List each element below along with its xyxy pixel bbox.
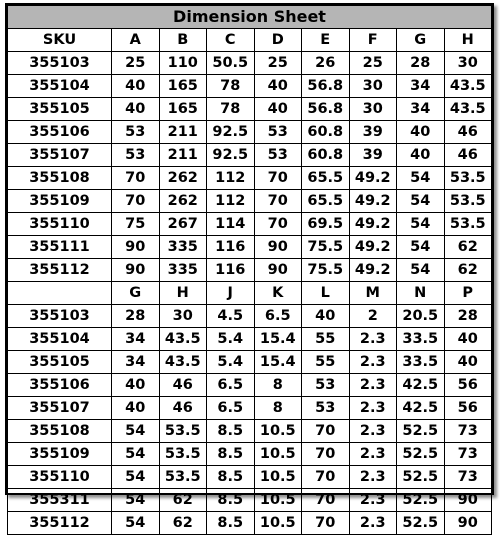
table-row [8, 98, 492, 121]
table-row-cell: 46 [444, 121, 492, 144]
table-row-cell: 90 [254, 236, 302, 259]
table-row-cell: 78 [207, 98, 255, 121]
table-row-cell: 53.5 [444, 167, 492, 190]
table-row-cell: 40 [444, 328, 492, 351]
table-row-sku-cell: 355108 [8, 167, 112, 190]
header-row-1-cell: A [112, 29, 160, 52]
table-row-cell: 10.5 [254, 489, 302, 512]
table-row-cell: 110 [159, 52, 207, 75]
table-row-cell: 49.2 [349, 259, 397, 282]
header-row-1-cell: D [254, 29, 302, 52]
table-row-cell: 2.3 [349, 397, 397, 420]
table-row-cell: 90 [444, 512, 492, 535]
table-row-cell: 116 [207, 236, 255, 259]
table-row-cell: 42.5 [397, 397, 445, 420]
header-row-1-cell: B [159, 29, 207, 52]
table-row-cell: 90 [112, 236, 160, 259]
table-row-cell: 2.3 [349, 466, 397, 489]
table-row-cell: 8 [254, 397, 302, 420]
table-row-cell: 40 [112, 374, 160, 397]
table-row-cell: 5.4 [207, 328, 255, 351]
table-row-cell: 25 [349, 52, 397, 75]
table-row-cell: 34 [112, 351, 160, 374]
table-row-cell: 34 [397, 75, 445, 98]
table-row-sku-cell: 355108 [8, 420, 112, 443]
table-row-cell: 75 [112, 213, 160, 236]
table-row-cell: 53.5 [159, 466, 207, 489]
table-row-cell: 55 [302, 351, 350, 374]
table-row-sku-cell: 355104 [8, 328, 112, 351]
table-row-cell: 54 [112, 443, 160, 466]
table-row-cell: 46 [159, 397, 207, 420]
table-row [8, 351, 492, 374]
table-row-cell: 2.3 [349, 328, 397, 351]
table-row-cell: 56 [444, 397, 492, 420]
table-row-cell: 42.5 [397, 374, 445, 397]
table-row-cell: 56.8 [302, 98, 350, 121]
table-row-cell: 34 [397, 98, 445, 121]
table-row-cell: 10.5 [254, 466, 302, 489]
table-row-cell: 5.4 [207, 351, 255, 374]
table-row-cell: 75.5 [302, 259, 350, 282]
table-row-cell: 40 [112, 397, 160, 420]
table-row-cell: 70 [254, 190, 302, 213]
table-row-cell: 30 [349, 98, 397, 121]
table-row-cell: 70 [254, 213, 302, 236]
table-row-cell: 112 [207, 167, 255, 190]
table-row-sku-cell: 355109 [8, 443, 112, 466]
table-row-cell: 70 [302, 512, 350, 535]
table-row-cell: 54 [397, 190, 445, 213]
table-row-cell: 50.5 [207, 52, 255, 75]
table-row-cell: 2.3 [349, 374, 397, 397]
table-row-cell: 40 [254, 98, 302, 121]
table-row-cell: 26 [302, 52, 350, 75]
header-row-1-cell: C [207, 29, 255, 52]
table-row [8, 121, 492, 144]
table-row-cell: 92.5 [207, 144, 255, 167]
table-row-cell: 90 [112, 259, 160, 282]
table-row-cell: 335 [159, 236, 207, 259]
table-row-cell: 52.5 [397, 466, 445, 489]
header-row-1-cell: F [349, 29, 397, 52]
header-row-2-cell: G [112, 282, 160, 305]
table-row-cell: 15.4 [254, 351, 302, 374]
table-row-cell: 70 [302, 466, 350, 489]
table-row-sku-cell: 355109 [8, 190, 112, 213]
table-row-cell: 70 [254, 167, 302, 190]
table-row-cell: 40 [112, 75, 160, 98]
table-row-cell: 55 [302, 328, 350, 351]
table-row-cell: 56 [444, 374, 492, 397]
header-row-2-cell: M [349, 282, 397, 305]
table-row-cell: 52.5 [397, 420, 445, 443]
table-row-cell: 49.2 [349, 167, 397, 190]
table-row-cell: 10.5 [254, 512, 302, 535]
table-row-cell: 30 [159, 305, 207, 328]
table-row [8, 512, 492, 535]
table-row-cell: 53 [112, 121, 160, 144]
table-row-sku-cell: 355107 [8, 397, 112, 420]
table-row-cell: 49.2 [349, 213, 397, 236]
table-row-cell: 60.8 [302, 144, 350, 167]
table-row-cell: 28 [397, 52, 445, 75]
table-row-cell: 6.5 [254, 305, 302, 328]
table-row-cell: 8 [254, 374, 302, 397]
table-row [8, 305, 492, 328]
table-row-cell: 8.5 [207, 466, 255, 489]
table-row-cell: 6.5 [207, 397, 255, 420]
table-row-cell: 28 [444, 305, 492, 328]
header-row-2-sku-cell [8, 282, 112, 305]
table-row-cell: 39 [349, 144, 397, 167]
table-row [8, 466, 492, 489]
dimension-table [7, 5, 492, 535]
header-row-2-cell: H [159, 282, 207, 305]
table-row-cell: 4.5 [207, 305, 255, 328]
table-row-cell: 43.5 [444, 75, 492, 98]
table-row [8, 259, 492, 282]
table-row-cell: 15.4 [254, 328, 302, 351]
table-row-cell: 10.5 [254, 420, 302, 443]
table-row-cell: 40 [397, 144, 445, 167]
table-row-cell: 54 [112, 420, 160, 443]
table-row-cell: 49.2 [349, 190, 397, 213]
header-row-2-cell: K [254, 282, 302, 305]
table-row [8, 328, 492, 351]
table-row-cell: 43.5 [444, 98, 492, 121]
table-row-cell: 73 [444, 466, 492, 489]
table-row [8, 374, 492, 397]
table-row-cell: 65.5 [302, 167, 350, 190]
table-row-cell: 262 [159, 190, 207, 213]
table-row-cell: 211 [159, 121, 207, 144]
table-row-cell: 62 [159, 512, 207, 535]
header-row-2-cell: P [444, 282, 492, 305]
table-row-cell: 92.5 [207, 121, 255, 144]
table-row-cell: 2.3 [349, 489, 397, 512]
table-row [8, 420, 492, 443]
table-row-sku-cell: 355110 [8, 466, 112, 489]
table-row-sku-cell: 355103 [8, 305, 112, 328]
table-row-cell: 52.5 [397, 489, 445, 512]
table-row-cell: 49.2 [349, 236, 397, 259]
table-row-sku-cell: 355105 [8, 351, 112, 374]
table-row-cell: 90 [444, 489, 492, 512]
table-row-sku-cell: 355104 [8, 75, 112, 98]
table-row [8, 167, 492, 190]
header-row-2-cell: L [302, 282, 350, 305]
table-row-cell: 40 [302, 305, 350, 328]
table-row-cell: 54 [397, 236, 445, 259]
table-row-cell: 70 [112, 167, 160, 190]
table-row-cell: 53.5 [444, 190, 492, 213]
table-row-cell: 267 [159, 213, 207, 236]
table-row-sku-cell: 355110 [8, 213, 112, 236]
table-row-cell: 53 [302, 397, 350, 420]
table-row-sku-cell: 355106 [8, 374, 112, 397]
table-row-cell: 54 [397, 259, 445, 282]
table-row-cell: 2.3 [349, 351, 397, 374]
table-row-cell: 69.5 [302, 213, 350, 236]
table-row-cell: 53 [254, 144, 302, 167]
table-row-cell: 114 [207, 213, 255, 236]
table-row-cell: 46 [159, 374, 207, 397]
table-row-cell: 25 [254, 52, 302, 75]
table-row [8, 75, 492, 98]
table-row-sku-cell: 355311 [8, 489, 112, 512]
table-row-cell: 54 [112, 489, 160, 512]
table-row-cell: 40 [444, 351, 492, 374]
table-row [8, 144, 492, 167]
table-row-cell: 54 [397, 213, 445, 236]
table-row-sku-cell: 355103 [8, 52, 112, 75]
table-row-cell: 53.5 [159, 443, 207, 466]
table-row-cell: 30 [349, 75, 397, 98]
table-row-cell: 40 [112, 98, 160, 121]
title-row [8, 6, 492, 29]
header-row-1 [8, 29, 492, 52]
table-row-cell: 62 [444, 236, 492, 259]
table-row-cell: 2.3 [349, 443, 397, 466]
table-row [8, 489, 492, 512]
header-row-1-cell: G [397, 29, 445, 52]
header-row-1-cell: H [444, 29, 492, 52]
table-row-cell: 2.3 [349, 512, 397, 535]
table-row-cell: 262 [159, 167, 207, 190]
table-row-cell: 25 [112, 52, 160, 75]
header-row-2 [8, 282, 492, 305]
table-row-cell: 30 [444, 52, 492, 75]
table-row-cell: 2 [349, 305, 397, 328]
table-row-cell: 2.3 [349, 420, 397, 443]
dimension-sheet [5, 3, 494, 531]
table-row-cell: 62 [159, 489, 207, 512]
table-row-cell: 70 [302, 443, 350, 466]
table-row-cell: 20.5 [397, 305, 445, 328]
table-row-cell: 335 [159, 259, 207, 282]
table-row-sku-cell: 355111 [8, 236, 112, 259]
table-row-cell: 52.5 [397, 512, 445, 535]
table-row-cell: 8.5 [207, 420, 255, 443]
table-row-cell: 70 [302, 489, 350, 512]
table-row-cell: 165 [159, 98, 207, 121]
table-row-cell: 54 [112, 512, 160, 535]
table-row-cell: 8.5 [207, 512, 255, 535]
table-row-cell: 43.5 [159, 328, 207, 351]
table-row-cell: 54 [397, 167, 445, 190]
table-row-sku-cell: 355107 [8, 144, 112, 167]
table-row [8, 236, 492, 259]
table-row-sku-cell: 355112 [8, 512, 112, 535]
header-row-1-sku-cell: SKU [8, 29, 112, 52]
table-row-cell: 40 [397, 121, 445, 144]
table-row [8, 397, 492, 420]
table-row-cell: 70 [112, 190, 160, 213]
table-row-cell: 34 [112, 328, 160, 351]
table-row-sku-cell: 355106 [8, 121, 112, 144]
table-row-cell: 78 [207, 75, 255, 98]
table-row-cell: 53 [254, 121, 302, 144]
table-row-cell: 40 [254, 75, 302, 98]
table-row-cell: 112 [207, 190, 255, 213]
table-row [8, 190, 492, 213]
table-row-cell: 211 [159, 144, 207, 167]
table-row-sku-cell: 355105 [8, 98, 112, 121]
header-row-2-cell: J [207, 282, 255, 305]
table-row-cell: 75.5 [302, 236, 350, 259]
table-row-cell: 165 [159, 75, 207, 98]
table-row-cell: 6.5 [207, 374, 255, 397]
table-row-cell: 54 [112, 466, 160, 489]
table-row-cell: 53.5 [444, 213, 492, 236]
header-row-2-cell: N [397, 282, 445, 305]
table-row-cell: 53 [112, 144, 160, 167]
table-row-cell: 62 [444, 259, 492, 282]
table-row-cell: 60.8 [302, 121, 350, 144]
table-row-cell: 73 [444, 420, 492, 443]
table-row-cell: 116 [207, 259, 255, 282]
table-row-cell: 70 [302, 420, 350, 443]
table-row-sku-cell: 355112 [8, 259, 112, 282]
table-row-cell: 73 [444, 443, 492, 466]
table-row-cell: 46 [444, 144, 492, 167]
table-row-cell: 8.5 [207, 443, 255, 466]
table-row-cell: 33.5 [397, 328, 445, 351]
table-row-cell: 33.5 [397, 351, 445, 374]
table-row-cell: 53.5 [159, 420, 207, 443]
table-row-cell: 52.5 [397, 443, 445, 466]
table-row-cell: 8.5 [207, 489, 255, 512]
header-row-1-cell: E [302, 29, 350, 52]
table-row-cell: 90 [254, 259, 302, 282]
table-row-cell: 56.8 [302, 75, 350, 98]
table-row [8, 443, 492, 466]
table-row [8, 52, 492, 75]
table-row [8, 213, 492, 236]
table-row-cell: 10.5 [254, 443, 302, 466]
table-row-cell: 43.5 [159, 351, 207, 374]
table-row-cell: 53 [302, 374, 350, 397]
table-row-cell: 28 [112, 305, 160, 328]
sheet-title: Dimension Sheet [8, 6, 492, 29]
table-row-cell: 39 [349, 121, 397, 144]
table-row-cell: 65.5 [302, 190, 350, 213]
